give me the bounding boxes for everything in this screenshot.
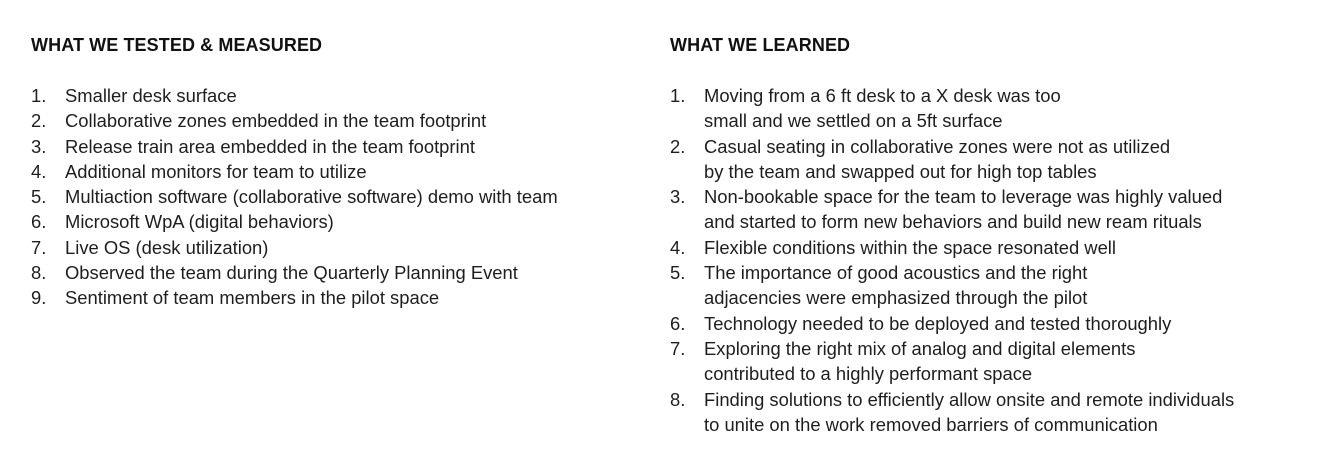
list-item-number: 3. (670, 186, 686, 208)
list-item-number: 2. (670, 135, 686, 157)
learned-list (670, 83, 1320, 437)
list-item-text-line: Non-bookable space for the team to leverage was highly valued (704, 186, 1223, 208)
list-item (670, 83, 1320, 134)
list-item-text-line: Additional monitors for team to utilize (65, 160, 367, 182)
list-item-number: 3. (31, 135, 47, 157)
list-item-text-line: Release train area embedded in the team footprint (65, 135, 475, 157)
list-item-text-line: Microsoft WpA (digital behaviors) (65, 211, 334, 233)
list-item-number: 8. (31, 262, 47, 284)
list-item-text-line: Exploring the right mix of analog and digital elements (704, 337, 1136, 359)
list-item (31, 184, 631, 209)
list-item-number: 7. (31, 236, 47, 258)
list-item (670, 387, 1320, 438)
list-item-text-line: Smaller desk surface (65, 85, 237, 106)
list-item-number: 4. (670, 236, 686, 258)
learned-section (670, 33, 1320, 437)
list-item-text-line: small and we settled on a 5ft surface (704, 110, 1003, 132)
list-item-text-line: by the team and swapped out for high top tables (704, 160, 1097, 182)
list-item-text-line: Collaborative zones embedded in the team footprint (65, 110, 487, 132)
list-item (31, 159, 631, 184)
list-item (670, 184, 1320, 235)
list-item-text-line: adjacencies were emphasized through the pilot (704, 287, 1088, 309)
list-item (670, 235, 1320, 260)
tested-measured-heading: WHAT WE TESTED & MEASURED (31, 35, 323, 55)
tested-measured-list (31, 83, 631, 311)
list-item-text-line: Sentiment of team members in the pilot space (65, 287, 440, 309)
list-item-number: 8. (670, 388, 686, 410)
list-item (31, 108, 631, 133)
list-item-text-line: Flexible conditions within the space resonated well (704, 236, 1116, 258)
learned-heading: WHAT WE LEARNED (670, 35, 851, 55)
list-item-number: 1. (31, 85, 47, 106)
list-item-number: 6. (31, 211, 47, 233)
list-item (31, 134, 631, 159)
list-item-text-line: Casual seating in collaborative zones were not as utilized (704, 135, 1171, 157)
list-item-text-line: The importance of good acoustics and the right (704, 262, 1088, 284)
list-item-number: 5. (670, 262, 686, 284)
list-item-text-line: Live OS (desk utilization) (65, 236, 269, 258)
list-item-number: 6. (670, 312, 686, 334)
list-item (31, 235, 631, 260)
list-item (31, 209, 631, 234)
list-item-number: 5. (31, 186, 47, 208)
list-item (31, 285, 631, 310)
list-item-number: 2. (31, 110, 47, 132)
list-item-number: 9. (31, 287, 47, 309)
list-item (31, 83, 631, 108)
list-item (670, 336, 1320, 387)
list-item-text-line: contributed to a highly performant space (704, 363, 1033, 385)
list-item-text-line: to unite on the work removed barriers of communication (704, 413, 1158, 435)
list-item (670, 134, 1320, 185)
list-item (670, 260, 1320, 311)
list-item-text-line: and started to form new behaviors and build new ream rituals (704, 211, 1202, 233)
list-item-number: 4. (31, 160, 47, 182)
list-item-number: 1. (670, 85, 686, 106)
list-item-text-line: Technology needed to be deployed and tested thoroughly (704, 312, 1172, 334)
list-item (31, 260, 631, 285)
list-item-text-line: Observed the team during the Quarterly Planning Event (65, 262, 518, 284)
list-item-text-line: Finding solutions to efficiently allow onsite and remote individuals (704, 388, 1235, 410)
list-item (670, 311, 1320, 336)
list-item-text-line: Moving from a 6 ft desk to a X desk was too (704, 85, 1061, 106)
list-item-text-line: Multiaction software (collaborative software) demo with team (65, 186, 558, 208)
tested-measured-section (31, 33, 631, 311)
list-item-number: 7. (670, 337, 686, 359)
